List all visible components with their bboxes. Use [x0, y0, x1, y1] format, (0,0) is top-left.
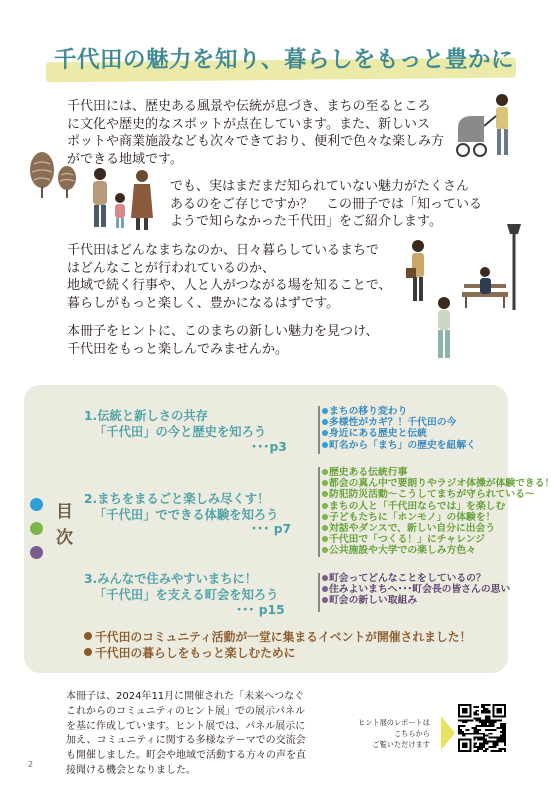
bullet-dot: [322, 503, 328, 509]
chapter-1-divider: [318, 406, 320, 454]
footer-note: 本冊子は、2024年11月に開催された「未来へつなぐ これからのコミュニティのヒント展」での展示パネル を基に作成しています。ヒント展では、パネル展示に 加え、コミュニティに関する多様なテーマでの交流会 も開催しました。町会や地域で活動する方々の声を直 接聞ける機会となりました。: [66, 691, 306, 776]
chapter-1-page: ･･･p3: [251, 440, 287, 454]
bullet-dot: [322, 491, 328, 497]
toc-topic[interactable]: 多様性がカギ？！千代田の今: [322, 417, 476, 428]
stroller-illustration: [454, 92, 524, 164]
toc-marker-green: [30, 522, 43, 535]
bullet-dot: [84, 632, 92, 640]
chapter-2-topics: [322, 467, 554, 557]
table-of-contents: [24, 385, 555, 673]
chapter-2-divider: [318, 467, 320, 557]
bullet-dot: [322, 480, 328, 486]
bullet-dot: [322, 430, 328, 436]
bullet-dot: [84, 648, 92, 656]
intro-paragraph-1: 千代田には、歴史ある風景や伝統が息づき、まちの至るところ に文化や歴史的なスポットが点在しています。また、新しいス ポットや商業施設なども次々できており、便利で色々な楽しみ方 ができる地域です。: [67, 99, 445, 167]
street-lamp-bench-illustration: [404, 218, 528, 314]
qr-caption: ヒント展のレポートは こちらから ご覧いただけます: [358, 718, 430, 749]
bullet-dot: [322, 547, 328, 553]
walking-woman-illustration: [428, 296, 462, 362]
chapter-2-page: ･･･ p7: [251, 522, 292, 536]
toc-topic[interactable]: 千代田で「つくる！」にチャレンジ: [322, 534, 554, 545]
toc-topic[interactable]: 対話やダンスで、新しい自分に出会う: [322, 523, 554, 534]
toc-topic[interactable]: 町会ってどんなことをしているの？: [322, 573, 510, 584]
bullet-dot: [322, 575, 328, 581]
highlight-event[interactable]: 千代田のコミュニティ活動が一堂に集まるイベントが開催されました！: [84, 628, 471, 645]
toc-topic[interactable]: 都会の真ん中で要朗りやラジオ体操が体験できる！: [322, 478, 554, 489]
toc-topic[interactable]: 町会の新しい取組み: [322, 595, 510, 606]
intro-paragraph-3: 千代田はどんなまちなのか、日々暮らしているまちで はどんなことが行われているのか、 地域で続く行事や、人と人がつながる場を知ることで、 暮らしがもっと楽しく、豊かになるはずです。: [67, 243, 392, 311]
toc-heading: 目 次: [56, 502, 73, 548]
bullet-dot: [322, 525, 328, 531]
toc-topic[interactable]: 身近にある歴史と伝統: [322, 428, 476, 439]
qr-code[interactable]: [458, 704, 506, 752]
toc-topic[interactable]: 歴史ある伝統行事: [322, 467, 554, 478]
chapter-1-topics: [322, 406, 476, 451]
toc-topic[interactable]: 防犯防災活動〜こうしてまちが守られている〜: [322, 489, 554, 500]
toc-topic[interactable]: まちの人と「千代田ならでは」を楽しむ: [322, 501, 554, 512]
bullet-dot: [322, 442, 328, 448]
chapter-3-topics: [322, 573, 510, 607]
toc-topic[interactable]: 子どもたちに「ホンモノ」の体験を！: [322, 512, 554, 523]
family-illustration: [84, 166, 160, 236]
bullet-dot: [322, 419, 328, 425]
chapter-3-page: ･･･ p15: [236, 603, 285, 617]
chapter-2-title[interactable]: 2.まちをまるごと楽しみ尽くす！ 「千代田」でできる体験を知ろう: [84, 492, 279, 522]
bullet-dot: [322, 586, 328, 592]
bullet-dot: [322, 514, 328, 520]
bullet-dot: [322, 536, 328, 542]
bullet-dot: [322, 469, 328, 475]
chapter-3-title[interactable]: 3.みんなで住みやすいまちに！ 「千代田」を支える町会を知ろう: [84, 572, 279, 602]
intro-paragraph-2: でも、実はまだまだ知られていない魅力がたくさん あるのをご存じですか？ この冊子では「知っている ようで知らなかった千代田」をご紹介します。: [170, 179, 483, 229]
bullet-dot: [322, 408, 328, 414]
arrow-right-icon: [441, 716, 455, 750]
chapter-1-title[interactable]: 1.伝統と新しさの共存 「千代田」の今と歴史を知ろう: [84, 409, 267, 439]
toc-marker-purple: [30, 546, 43, 559]
toc-topic[interactable]: 町名から「まち」の歴史を紐解く: [322, 440, 476, 451]
page-number: 2: [28, 760, 34, 769]
trees-illustration: [26, 148, 82, 206]
toc-marker-blue: [30, 498, 43, 511]
toc-topic[interactable]: 住みよいまちへ･･･町会長の皆さんの思い: [322, 584, 510, 595]
toc-topic[interactable]: 公共施設や大学での楽しみ方色々: [322, 545, 554, 556]
intro-paragraph-4: 本冊子をヒントに、このまちの新しい魅力を見つけ、 千代田をもっと楽しんでみませんか。: [67, 324, 379, 357]
bullet-dot: [322, 597, 328, 603]
toc-topic[interactable]: まちの移り変わり: [322, 406, 476, 417]
chapter-3-divider: [318, 573, 320, 612]
page-title: 千代田の魅力を知り、暮らしをもっと豊かに: [54, 47, 515, 73]
highlight-enjoy[interactable]: 千代田の暮らしをもっと楽しむために: [84, 644, 296, 661]
